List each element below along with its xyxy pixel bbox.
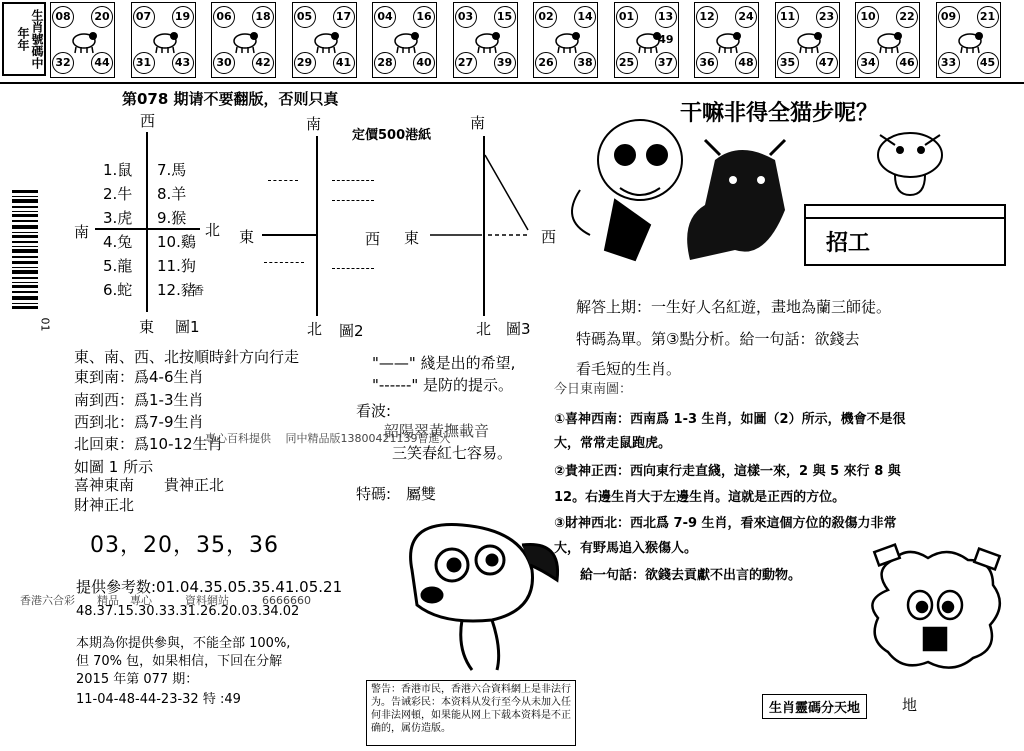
- zodiac-number: 33: [938, 52, 960, 74]
- poem-line-2: 三笑春紅七容易。: [392, 444, 513, 462]
- cartoon-speech: 干嘛非得全猫步呢？: [680, 100, 879, 126]
- zodiac-list-item: 6.蛇: [103, 281, 133, 299]
- zodiac-list-item: 4.兔: [103, 233, 133, 251]
- zodiac-number: 21: [977, 6, 999, 28]
- fig1-left: 南: [74, 223, 90, 241]
- fig1-extra: 香: [193, 284, 204, 297]
- zodiac-cell: [50, 2, 115, 78]
- rule-line-6: 如圖 1 所示: [74, 458, 154, 476]
- warning-box: 警告：香港市民，香港六合資料網上是非法行为。告诫彩民：本资料从发行至今从未加入任何非法网頓，如果能从网上下载本资料是不正确的，属仿造版。: [366, 680, 576, 746]
- bull-cartoon-icon: [687, 140, 785, 260]
- zodiac-number: 12: [696, 6, 718, 28]
- zodiac-number: 09: [938, 6, 960, 28]
- fig1-right: 北: [205, 221, 221, 239]
- zodiac-cell: [936, 2, 1001, 78]
- point3-line-b: 大，有野馬追入猴傷人。: [554, 541, 698, 556]
- zodiac-number: 20: [91, 6, 113, 28]
- zodiac-list-item: 7.馬: [157, 161, 187, 179]
- zodiac-number: 43: [172, 52, 194, 74]
- fig3-lines: [430, 150, 530, 290]
- zodiac-number: 05: [294, 6, 316, 28]
- tiger-icon: [229, 23, 261, 55]
- zodiac-cell: [292, 2, 357, 78]
- zodiac-strip: [0, 0, 1024, 84]
- fig2-vertical-axis: [316, 136, 318, 316]
- zodiac-number: 06: [213, 6, 235, 28]
- zodiac-number: 40: [413, 52, 435, 74]
- pig-cartoon-icon: [878, 133, 942, 195]
- fig3-caption: 圖3: [506, 320, 531, 338]
- zodiac-number: 37: [655, 52, 677, 74]
- note-line-3: 2015 年第 077 期：: [76, 672, 199, 687]
- zodiac-cell: [855, 2, 920, 78]
- zodiac-number: 04: [374, 6, 396, 28]
- zodiac-number: 03: [455, 6, 477, 28]
- zodiac-cell: [533, 2, 598, 78]
- zodiac-number: 38: [574, 52, 596, 74]
- point4-line: 給一句話：欲錢去貢獻不出言的動物。: [580, 568, 802, 583]
- fig2-dash-5: [268, 180, 298, 181]
- legend-dashed: "------" 是防的提示。: [372, 376, 514, 394]
- snake-icon: [471, 23, 503, 55]
- point3-line-a: ③財神西北：西北爲 7-9 生肖，看來這個方位的殺傷力非常: [554, 516, 897, 531]
- zodiac-number: 24: [735, 6, 757, 28]
- zodiac-number: 22: [896, 6, 918, 28]
- fig2-solid-line: [262, 234, 316, 236]
- dog-icon: [873, 23, 905, 55]
- ref-numbers-label: 提供參考数:01.04.35.05.35.41.05.21: [76, 578, 343, 596]
- rule-line-3: 南到西：爲1-3生肖: [74, 391, 204, 409]
- zodiac-number: 27: [455, 52, 477, 74]
- zodiac-cell: [131, 2, 196, 78]
- zodiac-list-item: 1.鼠: [103, 161, 133, 179]
- zodiac-cell: [694, 2, 759, 78]
- zodiac-cell: [614, 2, 679, 78]
- zodiac-number: 46: [896, 52, 918, 74]
- zodiac-list-item: 12.豬: [157, 281, 196, 299]
- issue-header: 第078 期请不要翻版，否则只真: [122, 90, 339, 108]
- point1-line-a: ①喜神西南：西南爲 1-3 生肖，如圖（2）所示，機會不是很: [554, 412, 906, 427]
- zodiac-list-item: 11.狗: [157, 257, 196, 275]
- fig3-right: 西: [541, 228, 557, 246]
- zodiac-number: 39: [494, 52, 516, 74]
- barcode-icon: [12, 190, 38, 330]
- zodiac-list-item: 10.鷄: [157, 233, 196, 251]
- fig3-top: 南: [470, 114, 486, 132]
- ref-numbers-line2: 48.37.15.30.33.31.26.20.03.34.02: [76, 604, 300, 619]
- zodiac-list-item: 3.虎: [103, 209, 133, 227]
- horse-icon: [551, 23, 583, 55]
- zodiac-number: 08: [52, 6, 74, 28]
- zodiac-number: 47: [816, 52, 838, 74]
- recruit-sign: 招工: [826, 230, 871, 256]
- zodiac-number: 42: [252, 52, 274, 74]
- fig3-bottom: 北: [476, 320, 492, 338]
- zodiac-list-item: 9.猴: [157, 209, 187, 227]
- zodiac-number: 15: [494, 6, 516, 28]
- zodiac-number: 45: [977, 52, 999, 74]
- fig2-dash-1: [332, 180, 374, 181]
- zodiac-number: 30: [213, 52, 235, 74]
- zodiac-number: 29: [294, 52, 316, 74]
- price-label: 定價500港紙: [352, 128, 432, 143]
- legend-solid: "——" 綫是出的希望,: [372, 354, 516, 372]
- fig1-bottom: 東: [139, 318, 155, 336]
- fig1-list-left: [103, 158, 132, 302]
- zodiac-number: 18: [252, 6, 274, 28]
- fig2-dash-2: [332, 200, 374, 201]
- cartoon-illustration: [565, 110, 1015, 280]
- zodiac-number: 01: [616, 6, 638, 28]
- fig3-left: 東: [404, 229, 420, 247]
- point2-line-a: ②貴神正西：西向東行走直綫，這樣一來，2 與 5 來行 8 與: [554, 464, 901, 479]
- rule-line-5: 北回東：爲10-12生肖: [74, 435, 223, 453]
- footer-label: 生肖靈碼分天地: [762, 694, 867, 719]
- fig2-right: 西: [365, 230, 381, 248]
- point2-line-b: 12。右邊生肖大于左邊生肖。這就是正西的方位。: [554, 490, 846, 505]
- zodiac-list-item: 5.龍: [103, 257, 133, 275]
- rule-line-7: 喜神東南 貴神正北: [74, 476, 225, 494]
- rule-line-1: 東、南、西、北按順時針方向行走: [74, 348, 300, 366]
- zodiac-number: 48: [735, 52, 757, 74]
- tiger-cartoon-icon: [572, 120, 682, 260]
- dog-cartoon-icon: [372, 510, 572, 680]
- fig1-caption: 圖1: [175, 318, 200, 336]
- footer-suffix: 地: [902, 696, 918, 714]
- answer-line-2: 特碼為單。第③點分析。給一句話：欲錢去: [576, 330, 860, 348]
- strip-title: 生肖號碼中年年: [2, 2, 46, 76]
- zodiac-number: 32: [52, 52, 74, 74]
- kanbo-label: 看波:: [356, 402, 392, 420]
- zodiac-number: 14: [574, 6, 596, 28]
- rule-line-8: 財神正北: [74, 496, 135, 514]
- zodiac-number: 28: [374, 52, 396, 74]
- zodiac-number: 36: [696, 52, 718, 74]
- overlay-text: 專心百科提供 同中精品版13800421139曾進入: [205, 432, 451, 445]
- zodiac-number: 41: [333, 52, 355, 74]
- fig1-list-right: [157, 158, 196, 302]
- zodiac-number: 11: [777, 6, 799, 28]
- fig2-bottom: 北: [307, 320, 323, 338]
- note-line-1: 本期為你提供參與，不能全部 100%,: [76, 636, 291, 651]
- sheep-cartoon-icon: [858, 540, 1018, 690]
- zodiac-number: 35: [777, 52, 799, 74]
- zodiac-number: 31: [133, 52, 155, 74]
- answer-line-1: 解答上期：一生好人名紅遊，畫地為蘭三師徒。: [576, 298, 892, 316]
- note-line-2: 但 70% 包，如果相信，下回在分解: [76, 654, 283, 669]
- answer-line-3: 看毛短的生肖。: [576, 360, 682, 378]
- pig-icon: [954, 23, 986, 55]
- monkey-icon: [712, 23, 744, 55]
- zodiac-cell: [211, 2, 276, 78]
- zodiac-number: 44: [91, 52, 113, 74]
- fig2-top: 南: [306, 115, 322, 133]
- zodiac-cell: [453, 2, 518, 78]
- fig1-top: 西: [140, 112, 156, 130]
- zodiac-number: 23: [816, 6, 838, 28]
- note-line-4: 11-04-48-44-23-32 特 :49: [76, 692, 241, 707]
- zodiac-number: 02: [535, 6, 557, 28]
- ox-icon: [149, 23, 181, 55]
- zodiac-extra-number: 49: [658, 33, 674, 46]
- poem-line-1: 韶陽翠黃撫載音: [384, 422, 490, 440]
- zodiac-number: 13: [655, 6, 677, 28]
- rule-line-2: 東到南：爲4-6生肖: [74, 368, 204, 386]
- rooster-icon: [793, 23, 825, 55]
- barcode-number: 01: [38, 317, 52, 332]
- point1-line-b: 大，常常走鼠跑虎。: [554, 436, 672, 451]
- zodiac-number: 07: [133, 6, 155, 28]
- zodiac-cell: [372, 2, 437, 78]
- tema-label: 特碼: 屬雙: [356, 485, 437, 503]
- rat-icon: [68, 23, 100, 55]
- zodiac-list-item: 2.牛: [103, 185, 133, 203]
- rabbit-icon: [310, 23, 342, 55]
- rule-line-4: 西到北：爲7-9生肖: [74, 413, 204, 431]
- dragon-icon: [390, 23, 422, 55]
- fig2-left: 東: [239, 228, 255, 246]
- zodiac-number: 10: [857, 6, 879, 28]
- zodiac-number: 19: [172, 6, 194, 28]
- fig2-dash-3: [264, 262, 304, 263]
- zodiac-number: 25: [616, 52, 638, 74]
- faded-line: 香港六合彩 精品 專心 資料網站 6666660: [20, 594, 311, 607]
- fig2-dash-4: [332, 268, 374, 269]
- fig1-vertical-axis: [146, 132, 148, 312]
- main-numbers: 03，20，35，36: [90, 533, 279, 558]
- zodiac-number: 17: [333, 6, 355, 28]
- zodiac-cell: [775, 2, 840, 78]
- zodiac-list-item: 8.羊: [157, 185, 187, 203]
- zodiac-number: 34: [857, 52, 879, 74]
- zodiac-number: 16: [413, 6, 435, 28]
- answer-line-4: 今日東南圖：: [554, 382, 633, 397]
- zodiac-number: 26: [535, 52, 557, 74]
- fig2-caption: 圖2: [339, 322, 364, 340]
